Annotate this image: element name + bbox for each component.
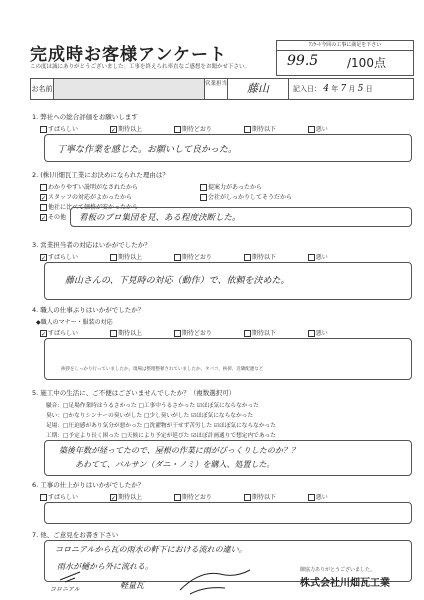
company-name: 株式会社川畑瓦工業 — [300, 578, 390, 589]
q2-option-label: スタッフの対応がよかったから — [48, 194, 133, 201]
q4-option-label: 期待以上 — [117, 330, 142, 337]
q3-option-checkbox[interactable] — [174, 254, 181, 261]
q6-option-label: 期待以下 — [251, 494, 276, 501]
roof-sketch-icon — [40, 560, 280, 600]
q3-options — [40, 252, 400, 261]
q6-answer-box[interactable] — [44, 502, 412, 524]
q6-option-label: 悪い — [315, 494, 328, 501]
q3-option-label: 期待どおり — [181, 254, 212, 261]
q4-sub-label: 職人のマナー・服装の対応 — [40, 319, 113, 326]
q4-option-label: 期待以下 — [251, 330, 276, 337]
q2-option-checkbox[interactable] — [40, 204, 47, 211]
q1-option-label: 期待以下 — [251, 126, 276, 133]
q2-option-label: わかりやすい説明がなされたから — [48, 184, 139, 191]
q1-option-label: すばらしい — [48, 126, 79, 133]
q1-option-label: 期待以上 — [117, 126, 142, 133]
q2-answer-text: 看板のプロ集団を見、ある程度決断した。 — [79, 213, 241, 223]
date-year[interactable]: 4 — [323, 84, 329, 94]
q1-answer-box[interactable] — [44, 134, 412, 162]
q2-option-label: その他 — [48, 214, 67, 221]
q2-answer-box[interactable] — [70, 207, 412, 227]
page-subtitle: この度は誠にありがとうございました。工事を終えられ率直なご感想をお聞かせ下さい。 — [30, 64, 251, 70]
q4-option-label: すばらしい — [48, 330, 79, 337]
q2-option-label: 提案力があったから — [208, 184, 262, 191]
q4-option-checkbox[interactable]: ✓ — [41, 331, 47, 338]
date-year-unit: 年 — [331, 85, 339, 93]
q3-answer-box[interactable] — [44, 262, 412, 300]
q7-answer-line2: 雨水が樋から外に流れる。 — [57, 562, 153, 571]
q6-option-label: 期待以上 — [117, 494, 142, 501]
q6-option-checkbox[interactable] — [174, 494, 181, 501]
q4-options — [40, 328, 400, 337]
q4-answer-box[interactable] — [44, 338, 412, 380]
q3-option-label: 悪い — [315, 254, 328, 261]
q3-option-checkbox[interactable] — [110, 254, 117, 261]
q3-option-label: 期待以下 — [251, 254, 276, 261]
sketch-label-lightweight-tile: 軽量瓦 — [120, 581, 144, 590]
name-field-redacted[interactable] — [54, 79, 205, 99]
q4-note: 挨拶をしっかり行っていましたか。現場は整理整頓されていましたか。タバコ、挨拶、近隣配慮など — [61, 367, 264, 372]
q2-option-label: 他社に比べて価格が安かったから — [48, 204, 139, 211]
q2-option — [200, 182, 262, 191]
name-label: お名前 — [31, 79, 54, 99]
q5-row: 足場：□圧迫感があり気分が悪かった □洗濯物が干せず苦労した ☑ほぼ気にならなかった — [46, 423, 276, 429]
staff-label: 営業担当 — [205, 79, 228, 99]
q1-option-checkbox[interactable] — [40, 126, 47, 133]
thanks-text: 御協力ありがとうございました。 — [300, 567, 376, 573]
q4-option-checkbox[interactable] — [308, 330, 315, 337]
date-month[interactable]: 7 — [340, 84, 347, 94]
score-heading: ｱﾝｹｰﾄ今回の工事に満足を下さい — [277, 41, 413, 51]
page-title: 完成時お客様アンケート — [30, 45, 227, 65]
q2-option — [40, 192, 132, 201]
q2-option — [200, 192, 292, 201]
q2-option-checkbox[interactable]: ✓ — [41, 195, 47, 202]
q4-option-checkbox[interactable] — [174, 330, 181, 337]
q1-options — [40, 124, 400, 133]
score-unit: /100点 — [347, 56, 386, 70]
q2-title: 2. (株)川畑瓦工業にお決めになられた理由は？ — [32, 171, 169, 179]
q2-option-checkbox[interactable] — [40, 184, 47, 191]
q4-option-label: 悪い — [315, 330, 328, 337]
q6-option-label: 期待どおり — [181, 494, 212, 501]
staff-name[interactable]: 藤山 — [228, 79, 289, 99]
date-day-unit: 日 — [365, 85, 373, 93]
q5-title: 5. 施工中の生活に、ご不便はございませんでしたか？（複数選択可） — [32, 389, 236, 397]
info-row — [30, 78, 414, 100]
q3-option-checkbox[interactable] — [308, 254, 315, 261]
q4-option-checkbox[interactable] — [110, 330, 117, 337]
score-value[interactable]: 99.5 — [287, 53, 319, 69]
q5-row: 臭い：□かなりシンナーの臭いがした □少し臭いがした ☑ほぼ気にならなかった — [46, 413, 254, 419]
q4-subtitle: ◆職人のマナー・服装の対応 — [36, 319, 113, 326]
q3-option-checkbox[interactable]: ✓ — [41, 255, 47, 262]
q1-option-checkbox[interactable] — [174, 126, 181, 133]
q6-options — [40, 492, 400, 501]
q3-title: 3. 営業担当者の対応はいかがでしたか？ — [32, 241, 151, 249]
q2-option-checkbox[interactable] — [200, 194, 207, 201]
q1-option-checkbox[interactable] — [308, 126, 315, 133]
q1-answer-text: 丁寧な作業を感じた。お願いして良かった。 — [57, 145, 238, 155]
score-box — [276, 40, 414, 76]
q7-title: 7. 他、ご意見をお書き下さい — [32, 531, 119, 539]
q2-option — [40, 182, 138, 191]
q1-option-checkbox[interactable]: ✓ — [110, 127, 116, 134]
q6-option-checkbox[interactable] — [244, 494, 251, 501]
q5-row: 騒音：□足場作業時はうるさかった □工事中うるさかった ☑ほぼ気にならなかった — [46, 403, 259, 409]
q6-option-checkbox[interactable] — [308, 494, 315, 501]
q3-option-label: すばらしい — [48, 254, 79, 261]
q1-option-label: 悪い — [315, 126, 328, 133]
q2-option-checkbox[interactable] — [200, 184, 207, 191]
q5-row: 工期：□予定より長く困った □天候により予定が延びた ☑ほぼ計画通りで想定内であった — [46, 433, 276, 439]
q2-option-label: 会社がしっかりしてそうだから — [208, 194, 293, 201]
q6-option-checkbox[interactable] — [40, 494, 47, 501]
q5-answer-line1: 築後年数が経ってたので、屋根の作業に雨がびっくりしたのか？？ — [59, 446, 299, 455]
q6-title: 6. 工事の仕上がりはいかがでしたか？ — [32, 481, 145, 489]
q4-option-label: 期待どおり — [181, 330, 212, 337]
q3-option-label: 期待以上 — [117, 254, 142, 261]
q3-answer-text: 藤山さんの、下見時の対応（動作）で、依頼を決めた。 — [65, 276, 290, 286]
q6-option-label: すばらしい — [48, 494, 79, 501]
date-label: 記入日： — [293, 85, 321, 93]
date-month-unit: 月 — [348, 85, 356, 93]
q1-option-checkbox[interactable] — [244, 126, 251, 133]
q2-option — [40, 212, 66, 221]
q7-answer-line1: コロニアルから瓦の雨水の軒下における流れの違い。 — [55, 545, 247, 554]
q5-answer-line2: あわてて、バルサン（ダニ・ノミ）を購入、処置した。 — [75, 460, 275, 469]
q4-option-checkbox[interactable] — [244, 330, 251, 337]
date-day[interactable]: 5 — [357, 84, 364, 94]
q6-option-checkbox[interactable]: ✓ — [110, 495, 116, 502]
q1-option-label: 期待どおり — [181, 126, 212, 133]
q1-title: 1. 弊社への総合評価をお願いします — [32, 113, 138, 121]
q5-answer-box[interactable] — [44, 440, 412, 476]
sketch-label-colonial: コロニアル — [50, 586, 80, 593]
q4-title: 4. 職人の仕事ぶりはいかがでしたか？ — [32, 306, 145, 314]
q2-option-checkbox[interactable]: ✓ — [41, 215, 47, 222]
q3-option-checkbox[interactable] — [244, 254, 251, 261]
